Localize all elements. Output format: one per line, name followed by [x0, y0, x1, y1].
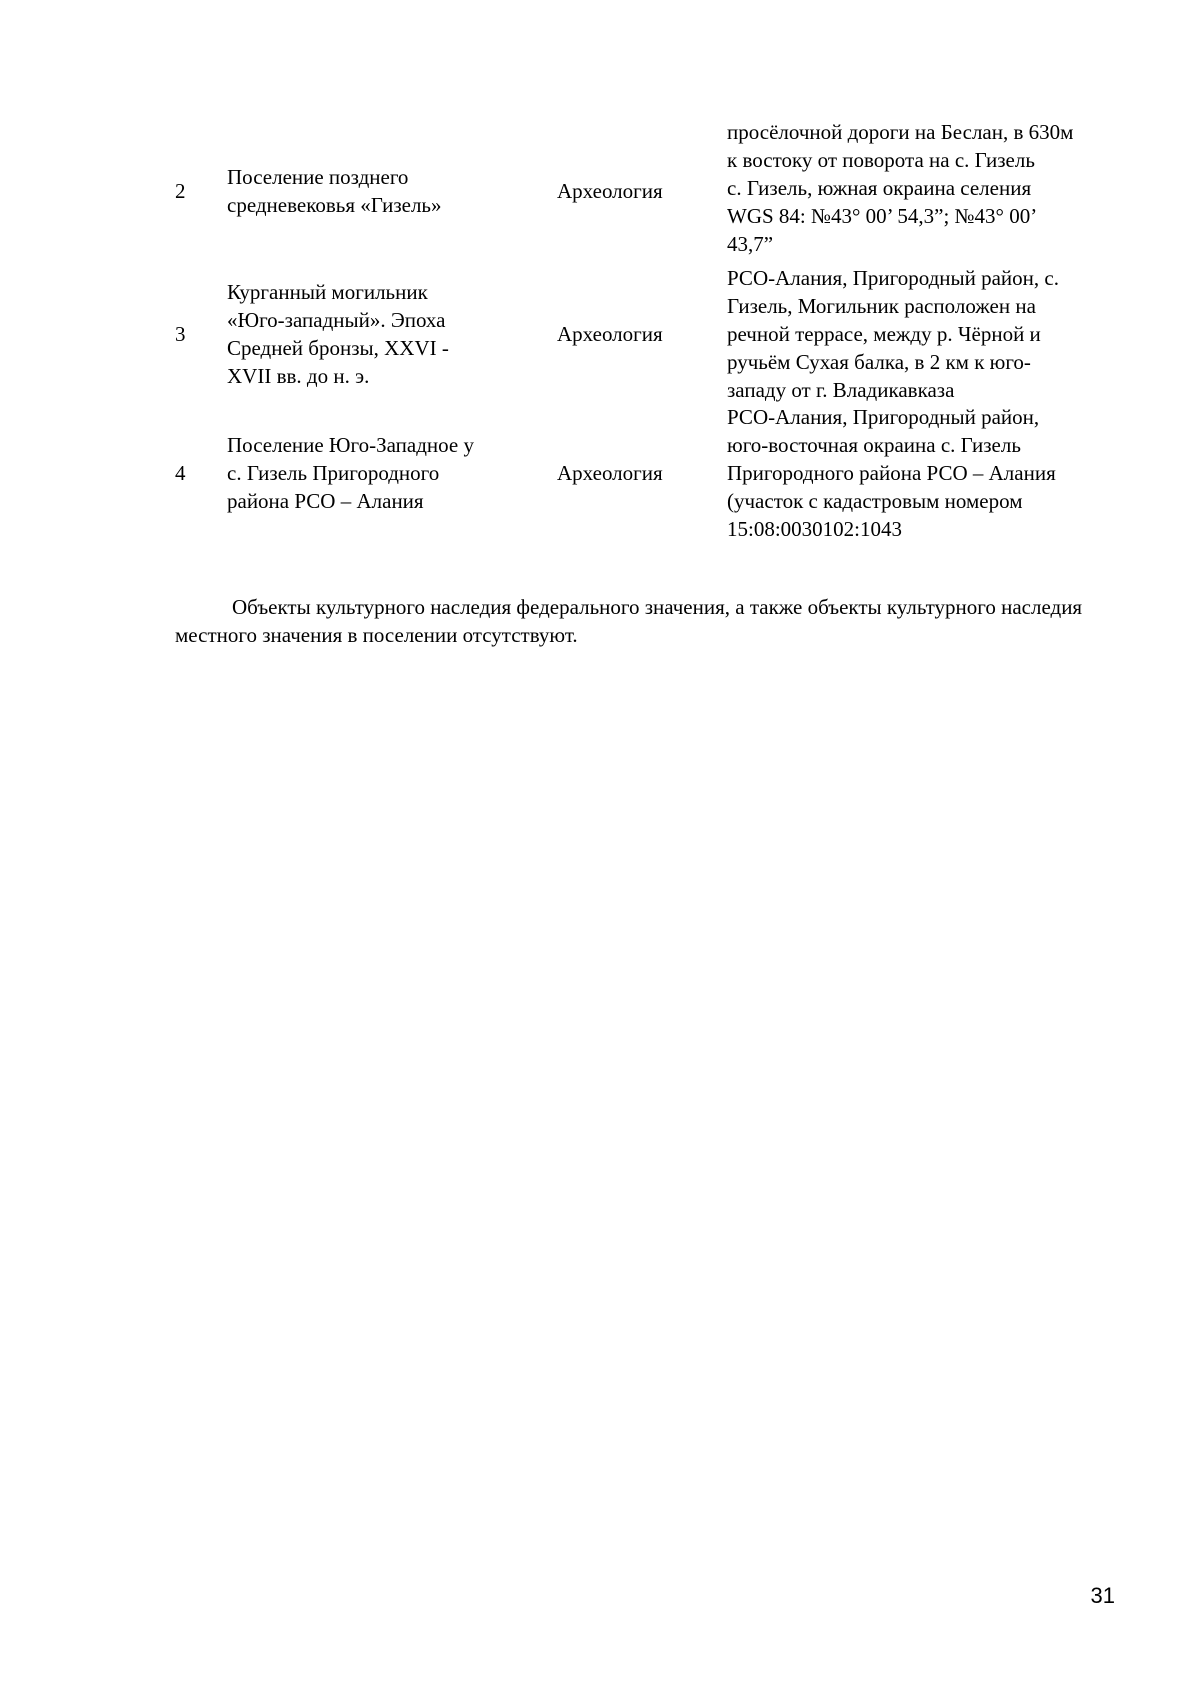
object-location: РСО-Алания, Пригородный район, с. Гизель, Могильник расположен на речной террасе, между р. Чёрной и ручьём Сухая балка, в 2 км к юго- западу от г. Владикавказа [727, 266, 1059, 402]
object-name: Поселение позднего средневековья «Гизель» [227, 165, 442, 217]
object-type: Археология [557, 461, 663, 485]
object-location: просёлочной дороги на Беслан, в 630м к востоку от поворота на с. Гизель с. Гизель, южная окраина селения WGS 84: №43° 00’ 54,3”; №43° 00’ 43,7” [727, 120, 1074, 256]
heritage-objects-table [175, 118, 1135, 542]
row-number: 3 [175, 322, 186, 346]
body-paragraph: Объекты культурного наследия федерального значения, а также объекты культурного наследия местного значения в поселении отсутствуют. [175, 595, 1083, 647]
object-name: Курганный могильник «Юго-западный». Эпоха Средней бронзы, XXVI - XVII вв. до н. э. [227, 280, 449, 388]
row-number: 2 [175, 179, 186, 203]
table-row [175, 118, 1135, 264]
row-number: 4 [175, 461, 186, 485]
table-row [175, 404, 1135, 542]
object-type: Археология [557, 179, 663, 203]
table-row [175, 264, 1135, 404]
object-location: РСО-Алания, Пригородный район, юго-восточная окраина с. Гизель Пригородного района РСО – Алания (участок с кадастровым номером 15:08:0030102:1043 [727, 405, 1056, 541]
object-type: Археология [557, 322, 663, 346]
object-name: Поселение Юго-Западное у с. Гизель Пригородного района РСО – Алания [227, 433, 474, 513]
page-number: 31 [1090, 1583, 1115, 1608]
